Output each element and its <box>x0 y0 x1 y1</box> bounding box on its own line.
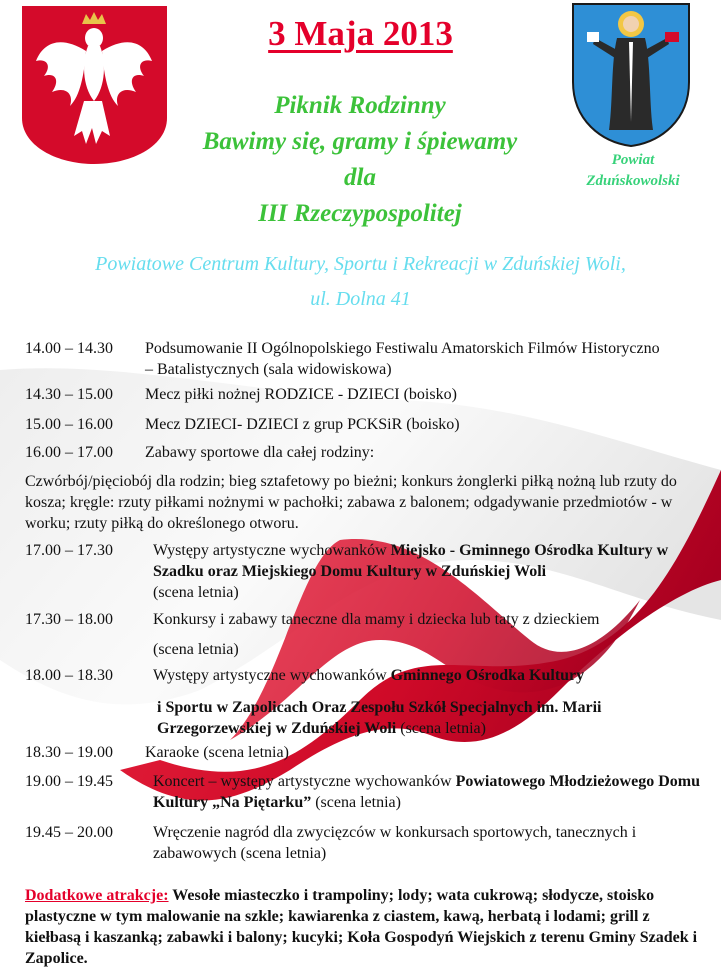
headline-line-4: III Rzeczypospolitej <box>258 200 462 227</box>
headline-line-2: Bawimy się, gramy i śpiewamy <box>202 128 518 155</box>
venue-address <box>0 247 721 317</box>
schedule-text: Mecz DZIECI- DZIECI z grup PCKSiR (boisko) <box>145 416 460 433</box>
additional-attractions-text: Wesołe miasteczko i trampoliny; lody; wata cukrową; słodycze, stoisko plastyczne w tym malowanie na szkle; kawiarenka z ciastem, kawą, herbatą i lodami; grill z kiełbasą i kaszanką; zabawki i balony; kucyki; Koła Gospodyń Wiejskich z terenu Gminy Szadek i Zapolice. <box>25 887 698 967</box>
schedule-text-continued <box>157 697 705 739</box>
schedule-time: 19.00 – 19.45 <box>25 773 113 790</box>
schedule-text <box>153 665 705 686</box>
additional-attractions <box>25 885 705 969</box>
schedule-time: 17.30 – 18.00 <box>25 611 113 628</box>
schedule-time: 15.00 – 16.00 <box>25 416 113 433</box>
schedule-text <box>153 540 705 603</box>
schedule-text-bold: Miejsko - Gminnego Ośrodka Kultury w Szadku oraz Miejskiego Domu Kultury w Zduńskiej Woli <box>153 542 669 580</box>
schedule-text: Zabawy sportowe dla całej rodziny: <box>145 444 375 461</box>
schedule-text-bold-2: i Sportu w Zapolicach Oraz Zespołu Szkół Specjalnych im. Marii Grzegorzewskiej w Zduńskiej Woli <box>157 699 602 737</box>
schedule-text <box>153 771 705 813</box>
schedule-time: 18.30 – 19.00 <box>25 744 113 761</box>
headline-line-3: dla <box>344 164 376 191</box>
schedule-text-plain: Występy artystyczne wychowanków <box>153 667 391 684</box>
schedule-text-plain: Występy artystyczne wychowanków <box>153 542 391 559</box>
headline-line-1: Piknik Rodzinny <box>274 92 446 119</box>
schedule-time: 18.00 – 18.30 <box>25 667 113 684</box>
sports-details: Czwórbój/pięciobój dla rodzin; bieg sztafetowy po bieżni; konkurs żonglerki piłką nożną lub rzuty do kosza; kręgle: rzuty piłkami nożnymi w pachołki; zabawa z balonem; odgadywanie przedmiotów - w worku; rzuty piłką do określonego otworu. <box>25 473 677 532</box>
schedule-text-after: (scena letnia) <box>153 641 239 658</box>
schedule-text-after: (scena letnia) <box>396 720 486 737</box>
schedule-time: 14.30 – 15.00 <box>25 386 113 403</box>
event-date-title: 3 Maja 2013 <box>268 14 453 53</box>
schedule-time: 14.00 – 14.30 <box>25 340 113 357</box>
schedule-time: 16.00 – 17.00 <box>25 444 113 461</box>
schedule-time: 19.45 – 20.00 <box>25 824 113 841</box>
additional-attractions-label: Dodatkowe atrakcje: <box>25 887 169 904</box>
schedule-text-after: (scena letnia) <box>311 794 401 811</box>
schedule-text: Mecz piłki nożnej RODZICE - DZIECI (boisko) <box>145 386 457 403</box>
schedule-text-plain: Koncert – występy artystyczne wychowanków <box>153 773 456 790</box>
schedule-text-bold: Powiatowego Młodzieżowego Domu Kultury „Na Piętarku” <box>153 773 700 811</box>
schedule-text: Konkursy i zabawy taneczne dla mamy i dziecka lub taty z dzieckiem <box>153 611 600 628</box>
schedule-text: Podsumowanie II Ogólnopolskiego Festiwalu Amatorskich Filmów Historyczno – Batalistycznych (sala widowiskowa) <box>145 340 660 378</box>
venue-line-2: ul. Dolna 41 <box>310 288 411 310</box>
county-line-2: Zduńskowolski <box>586 173 680 189</box>
venue-line-1: Powiatowe Centrum Kultury, Sportu i Rekreacji w Zduńskiej Woli, <box>95 253 626 275</box>
schedule-time: 17.00 – 17.30 <box>25 542 113 559</box>
county-line-1: Powiat <box>611 152 655 168</box>
schedule-text-after: (scena letnia) <box>153 584 239 601</box>
schedule-text: Karaoke (scena letnia) <box>145 744 289 761</box>
schedule-text: Wręczenie nagród dla zwycięzców w konkursach sportowych, tanecznych i zabawowych (scena letnia) <box>153 824 637 862</box>
event-headline <box>120 88 600 232</box>
schedule-text-bold: Gminnego Ośrodka Kultury <box>390 667 585 684</box>
